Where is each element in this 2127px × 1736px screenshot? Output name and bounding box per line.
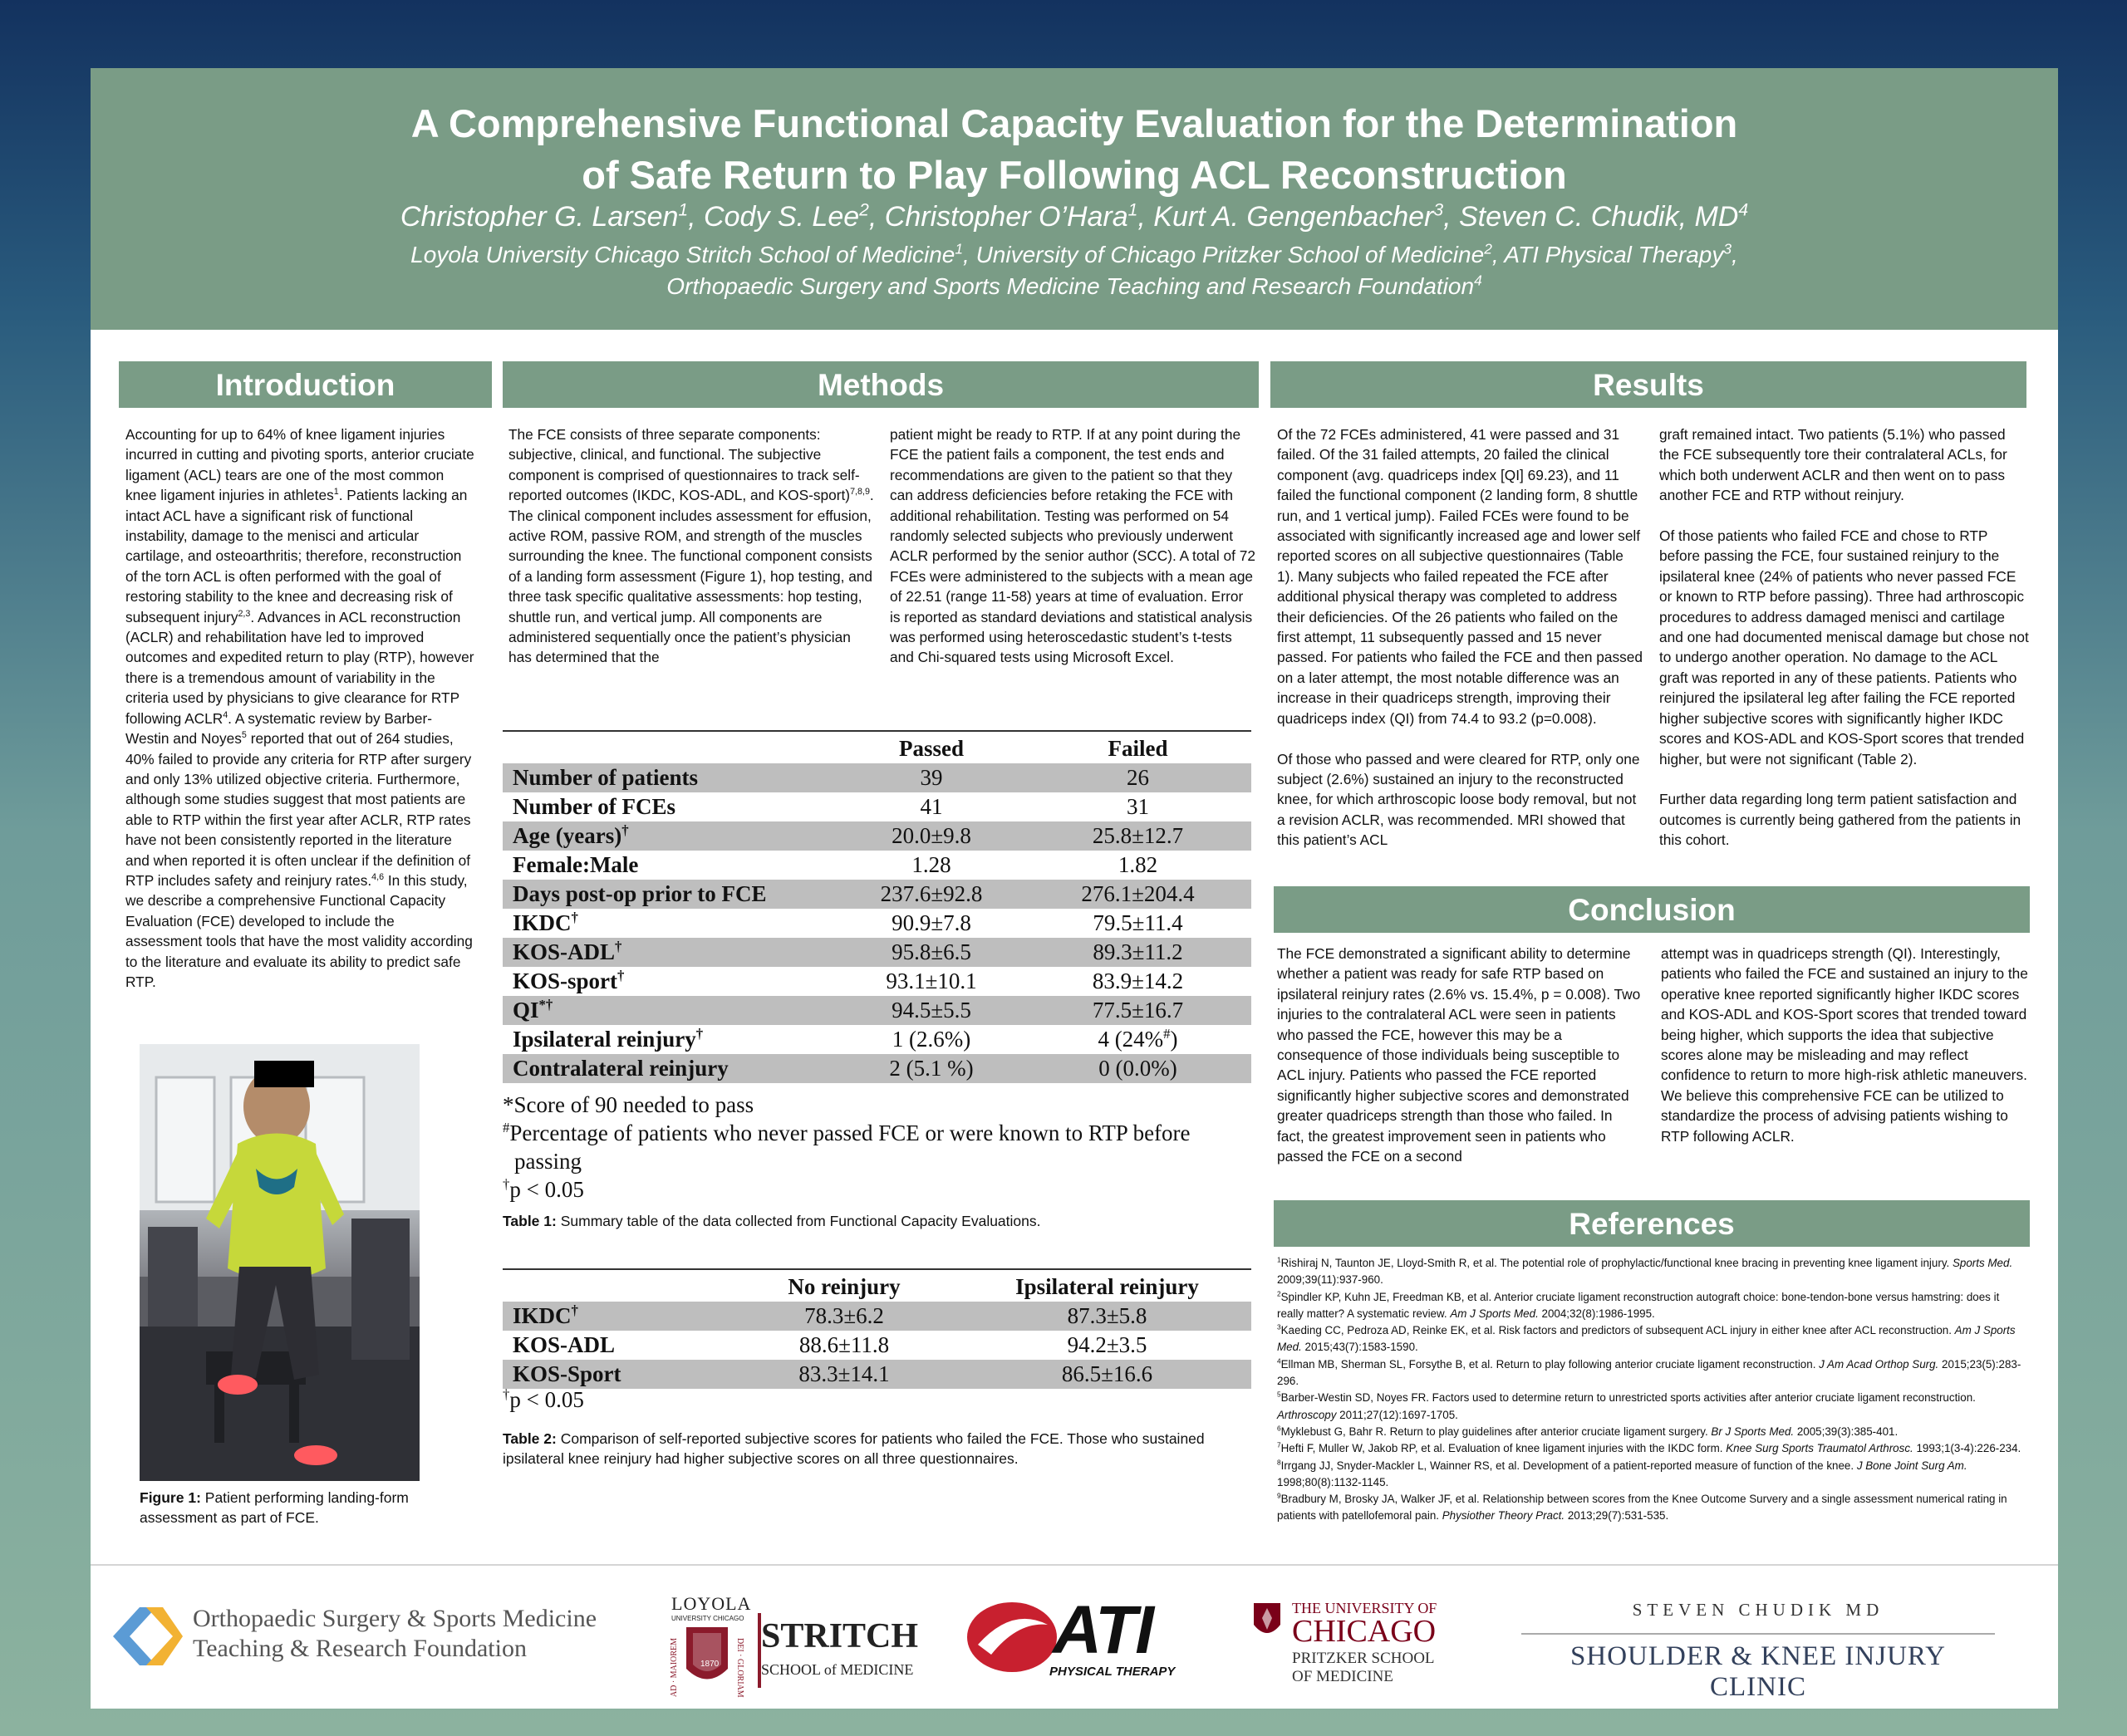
table-1-row <box>503 763 1251 792</box>
table-1-body <box>503 763 1251 1083</box>
table-1-cell-b: 276.1±204.4 <box>1081 881 1195 906</box>
author-list: Christopher G. Larsen$^1$, Cody S. Lee$^2$, Christopher O’Hara$^1$, Kurt A. Gengenbacher$^3$, Steven C. Chudik, $MD^4$ <box>400 200 1749 233</box>
table-1-row <box>503 1025 1251 1054</box>
table-1-cell-a: 95.8±6.5 <box>892 939 971 964</box>
ati-wordmark: ATI <box>1053 1592 1153 1668</box>
table-1-row <box>503 938 1251 967</box>
table-2-note-pvalue: †p < 0.05 <box>503 1386 584 1412</box>
table-2-cell-a: 88.6±11.8 <box>798 1332 890 1357</box>
table-1-caption-text: Summary table of the data collected from Functional Capacity Evaluations. <box>556 1213 1041 1229</box>
table-1-cell-b: 25.8±12.7 <box>1092 823 1184 848</box>
reference-item: $^1$Rishiraj N, Taunton JE, Lloyd-Smith R, et al. The potential role of prophylactic/functional knee bracing in preventing knee ligament injury. Sports Med. 2009;39(11):937-960. <box>1277 1255 2013 1287</box>
title-line-1: A Comprehensive Functional Capacity Evaluation for the Determination <box>410 101 1738 145</box>
table-2-caption-label: Table 2: <box>503 1430 557 1447</box>
table-1-row <box>503 851 1251 880</box>
poster-title <box>91 98 2058 201</box>
stritch-subtitle: SCHOOL of MEDICINE <box>761 1661 914 1678</box>
table-1-cell-b: 31 <box>1127 794 1149 819</box>
table-2-cell-a: 83.3±14.1 <box>798 1361 890 1386</box>
references-list <box>1277 1255 2025 1525</box>
table-1-row-label: Days post-op prior to FCE <box>513 881 767 906</box>
table-2-header-no-reinjury: No reinjury <box>788 1274 901 1299</box>
reference-item: $^6$Myklebust G, Bahr R. Return to play guidelines after anterior cruciate ligament surgery. Br J Sports Med. 2005;39(3):385-401. <box>1277 1424 1899 1438</box>
pritzker-line-1: PRITZKER SCHOOL <box>1292 1650 1435 1667</box>
ati-subtitle: PHYSICAL THERAPY <box>1049 1665 1176 1679</box>
methods-heading: Methods <box>503 361 1259 408</box>
table-1-cell-a: 94.5±5.5 <box>892 998 971 1022</box>
affiliation-line-1: Loyola University Chicago Stritch School of Medicine$^1$, University of Chicago Pritzker School of Medicine$^2$, ATI Physical Therapy$^3$, <box>410 240 1738 267</box>
reference-item: $^2$Spindler KP, Kuhn JE, Freedman KB, et al. Anterior cruciate ligament reconstruction autograft choice: bone-tendon-bone versus hamstring: does it really matter? A systematic review. Am J Sports Med. 2004;32(8):1986-1995. <box>1277 1289 2000 1320</box>
table-1-cell-b: 1.82 <box>1118 852 1158 877</box>
patient-landing-illustration <box>140 1044 420 1481</box>
poster-header <box>91 68 2058 330</box>
ati-logo <box>966 1592 1191 1691</box>
reference-item: $^7$Hefti F, Muller W, Jakob RP, et al. Evaluation of knee ligament injuries with the IKDC form. Knee Surg Sports Traumatol Arthrosc. 1993;1(3-4):226-234. <box>1277 1440 2021 1455</box>
ortho-foundation-line-1: Orthopaedic Surgery & Sports Medicine <box>193 1605 597 1632</box>
table-2-header <box>503 1268 1251 1302</box>
results-heading: Results <box>1270 361 2026 408</box>
ati-swoosh-icon <box>966 1600 1058 1675</box>
table-1-note-score: *Score of 90 needed to pass <box>503 1092 754 1117</box>
table-1-row <box>503 996 1251 1025</box>
loyola-seal-year: 1870 <box>700 1660 720 1669</box>
table-1-cell-b: 79.5±11.4 <box>1093 910 1183 935</box>
references-heading: References <box>1274 1200 2030 1247</box>
table-2-caption-text: Comparison of self-reported subjective scores for patients who failed the FCE. Those who sustained ipsilateral knee reinjury had higher subjective scores on all three questionnaires. <box>503 1430 1205 1467</box>
table-1-header-passed: Passed <box>898 736 964 761</box>
table-1-caption <box>503 1211 1259 1231</box>
table-2-row <box>503 1302 1251 1331</box>
table-1-cell-a: 93.1±10.1 <box>886 969 977 993</box>
table-1-cell-b: 0 (0.0%) <box>1098 1056 1177 1081</box>
uchicago-shield-icon <box>1252 1601 1282 1641</box>
introduction-text: Accounting for up to 64% of knee ligament injuries incurred in cutting and pivoting sports, anterior cruciate ligament (ACL) tears are one of the most common knee ligament injuries in athletes$^1$. Patients lacking an intact ACL have a significant risk of functional instability, damage to the menisci and articular cartilage, and osteoarthritis; therefore, reconstruction of the torn ACL is often performed with the goal of restoring stability to the knee and decreasing risk of subsequent injury$^{2,3}$. Advances in ACL reconstruction (ACLR) and rehabilitation have led to improved outcomes and expedited return to play (RTP), however there is a tremendous amount of variability in the criteria used by physicians to give clearance for RTP following ACLR$^4$. A systematic review by Barber-Westin and Noyes$^5$ reported that out of 264 studies, 40% failed to provide any criteria for RTP after surgery and only 13% utilized objective criteria. Furthermore, although some studies suggest that most patients are able to RTP within the first year after ACLR, RTP rates have not been consistently reported in the literature and when reported it is often unclear if the definition of RTP includes safety and reinjury rates.$^{4,6}$ In this study, we describe a comprehensive Functional Capacity Evaluation (FCE) developed to include the assessment tools that have the most validity according to the literature and evaluate its ability to predict safe RTP. <box>125 426 474 990</box>
table-2-row <box>503 1331 1251 1360</box>
table-1-row-label: KOS-sport† <box>513 968 625 993</box>
table-1-cell-b: 4 (24%#) <box>1098 1026 1178 1052</box>
table-1-row-label: KOS-ADL† <box>513 939 622 964</box>
loyola-wordmark: LOYOLA <box>671 1593 752 1614</box>
table-1-caption-label: Table 1: <box>503 1213 557 1229</box>
table-1-row-label: Contralateral reinjury <box>513 1056 729 1081</box>
table-1-cell-b: 77.5±16.7 <box>1092 998 1184 1022</box>
chudik-clinic-logo <box>1521 1600 1995 1702</box>
chudik-name: STEVEN CHUDIK MD <box>1632 1600 1884 1620</box>
table-1-cell-a: 39 <box>920 765 943 790</box>
table-1-header <box>503 730 1251 763</box>
table-1-note-pvalue: †p < 0.05 <box>503 1176 584 1202</box>
table-2-row-label: KOS-ADL <box>513 1332 616 1357</box>
table-1 <box>503 730 1251 1083</box>
table-1-cell-a: 1.28 <box>911 852 951 877</box>
table-1-cell-a: 20.0±9.8 <box>892 823 971 848</box>
table-2-row-label: KOS-Sport <box>513 1361 621 1386</box>
conclusion-heading: Conclusion <box>1274 886 2030 933</box>
table-1-row-label: Female:Male <box>513 852 639 877</box>
table-2-header-ipsilateral-reinjury: Ipsilateral reinjury <box>1015 1274 1199 1299</box>
table-1-cell-a: 2 (5.1 %) <box>889 1056 974 1081</box>
table-1-cell-b: 83.9±14.2 <box>1092 969 1184 993</box>
table-1-cell-b: 26 <box>1127 765 1149 790</box>
conclusion-text-col-1: The FCE demonstrated a significant ability to determine whether a patient was ready for safe RTP based on ipsilateral reinjury rates (2.6% vs. 15.4%, p = 0.008). Two injuries to the contralateral ACL were seen in patients who passed the FCE, however this may be a consequence of those individuals being susceptible to ACL injury. Patients who passed the FCE reported significantly higher subjective scores and demonstrated greater quadriceps strength than those who failed. In fact, the greatest improvement seen in patients who passed the FCE on a second <box>1277 945 1641 1165</box>
table-2-cell-a: 78.3±6.2 <box>804 1303 884 1328</box>
loyola-motto-left: AD · MAIOREM <box>670 1638 679 1698</box>
table-2-caption <box>503 1429 1250 1469</box>
chudik-rule <box>1521 1633 1995 1635</box>
pritzker-name <box>1292 1650 1435 1686</box>
chudik-clinic-name: SHOULDER & KNEE INJURY CLINIC <box>1570 1641 1946 1702</box>
table-1-row <box>503 967 1251 996</box>
uchicago-pritzker-logo <box>1252 1600 1468 1695</box>
footer-divider <box>91 1564 2058 1566</box>
reference-item: $^8$Irrgang JJ, Snyder-Mackler L, Wainner RS, et al. Development of a patient-reported measure of function of the knee. J Bone Joint Surg Am. 1998;80(8):1132-1145. <box>1277 1458 1967 1488</box>
ortho-foundation-line-2: Teaching & Research Foundation <box>193 1635 527 1662</box>
affiliation-line-2: Orthopaedic Surgery and Sports Medicine Teaching and Research Foundation$^4$ <box>666 272 1482 299</box>
methods-text-col-2: patient might be ready to RTP. If at any point during the FCE the patient fails a component, the test ends and recommendations are given to the patient so that they can address deficiencies before retaking the FCE with additional rehabilitation. Testing was performed on 54 randomly selected subjects who previously underwent ACLR performed by the senior author (SCC). A total of 72 FCEs were administered to the subjects with a mean age of 22.51 (range 11-58) years at time of evaluation. Error is reported as standard deviations and statistical analysis was performed using heteroscedastic student’s t-tests and Chi-squared tests using Microsoft Excel. <box>890 426 1255 666</box>
table-2-cell-b: 86.5±16.6 <box>1061 1361 1153 1386</box>
table-1-row <box>503 1054 1251 1083</box>
affiliations <box>91 239 2058 302</box>
table-1-header-failed: Failed <box>1108 736 1168 761</box>
ortho-foundation-name <box>193 1604 597 1664</box>
table-1-row-label: Number of FCEs <box>513 794 676 819</box>
introduction-heading: Introduction <box>119 361 492 408</box>
table-1-row-label: Age (years)† <box>513 822 629 848</box>
loyola-subtitle: UNIVERSITY CHICAGO <box>671 1615 744 1622</box>
table-1-cell-a: 237.6±92.8 <box>880 881 983 906</box>
figure-1-caption-text: Patient performing landing-form assessment as part of FCE. <box>140 1489 409 1526</box>
uchicago-line-2: CHICAGO <box>1292 1614 1437 1649</box>
figure-1-caption-label: Figure 1: <box>140 1489 201 1506</box>
loyola-stritch-logo <box>670 1593 919 1709</box>
figure-1-caption <box>140 1488 472 1528</box>
table-1-cell-a: 41 <box>920 794 943 819</box>
results-text-col-2: graft remained intact. Two patients (5.1%) who passed the FCE subsequently tore their contralateral ACLs, for which both underwent ACLR and then went on to pass another FCE and RTP without reinjury. Of those patients who failed FCE and chose to RTP before passing the FCE, four sustained reinjury to the ipsilateral knee (24% of patients who never passed FCE or known to RTP before passing). Three had arthroscopic procedures to address damaged menisci and cartilage and one had documented meniscal damage but chose not to undergo another operation. No damage to the ACL graft was reported in any of these patients. Patients who reinjured the ipsilateral leg after failing the FCE reported higher subjective scores with significantly higher IKDC scores and KOS-ADL and KOS-Sport scores that trended higher, but were not significant (Table 2). Further data regarding long term patient satisfaction and outcomes is currently being gathered from the patients in this cohort. <box>1659 426 2029 849</box>
table-1-row <box>503 821 1251 851</box>
title-line-2: of Safe Return to Play Following ACL Reconstruction <box>582 153 1567 197</box>
reference-item: $^3$Kaeding CC, Pedroza AD, Reinke EK, et al. Risk factors and predictors of subsequent ACL injury in either knee after ACL reconstruction. Am J Sports Med. 2015;43(7):1583-1590. <box>1277 1322 2016 1354</box>
table-2-cell-b: 94.2±3.5 <box>1067 1332 1147 1357</box>
reference-item: $^9$Bradbury M, Brosky JA, Walker JF, et al. Relationship between scores from the Knee Outcome Survery and a single assessment numerical rating in patients with patellofemoral pain. Physiother Theory Pract. 2013;29(7):531-535. <box>1277 1491 2007 1523</box>
loyola-motto-right: DEI · GLORIAM <box>735 1638 744 1698</box>
table-1-notes <box>503 1091 1259 1204</box>
uchicago-line-1: THE UNIVERSITY OF <box>1292 1600 1437 1616</box>
stritch-wordmark: STRITCH <box>761 1617 919 1655</box>
table-1-row <box>503 909 1251 938</box>
table-2 <box>503 1268 1251 1389</box>
figure-1-photo <box>140 1044 420 1481</box>
table-1-row-label: Number of patients <box>513 765 699 790</box>
table-1-header-blank <box>503 732 838 763</box>
reference-item: $^5$Barber-Westin SD, Noyes FR. Factors used to determine return to unrestricted sports activities after anterior cruciate ligament reconstruction. Arthroscopy 2011;27(12):1697-1705. <box>1277 1390 1976 1421</box>
table-1-row-label: Ipsilateral reinjury† <box>513 1026 704 1052</box>
table-1-row <box>503 880 1251 909</box>
table-1-cell-a: 1 (2.6%) <box>892 1027 971 1052</box>
table-2-row-label: IKDC† <box>513 1302 578 1328</box>
table-1-note-percentage-cont: passing <box>514 1149 582 1174</box>
methods-text-col-1: The FCE consists of three separate components: subjective, clinical, and functional. The subjective component is comprised of questionnaires to track self-reported outcomes (IKDC, KOS-ADL, and KOS-sport)$^{7,8,9}$. The clinical component includes assessment for effusion, active ROM, passive ROM, and strength of the muscles surrounding the knee. The functional component consists of a landing form assessment (Figure 1), hop testing, and three task specific qualitative assessments: hop testing, shuttle run, and vertical jump. All components are administered sequentially once the patient’s physician has determined that the <box>508 426 874 666</box>
table-1-note-percentage: #Percentage of patients who never passed FCE or were known to RTP before <box>503 1120 1191 1145</box>
table-2-header-blank <box>503 1270 725 1302</box>
ortho-foundation-logo <box>113 1604 628 1679</box>
results-text-col-1: Of the 72 FCEs administered, 41 were passed and 31 failed. Of the 31 failed attempts, 20 failed the clinical component (avg. quadriceps index [QI] 69.23), and 11 failed the functional component (2 landing form, 8 shuttle run, and 1 vertical jump). Failed FCEs were found to be associated with significantly increased age and lower self reported scores on all subjective questionnaires (Table 1). Many subjects who failed repeated the FCE after additional physical therapy was completed to address their deficiencies. Of the 26 patients who failed on the first attempt, 11 subsequently passed and 15 never passed. For patients who failed the FCE and then passed on a later attempt, the most notable difference was an increase in their quadriceps strength, improving their quadriceps index (QI) from 74.4 to 93.2 (p=0.008). Of those who passed and were cleared for RTP, only one subject (2.6%) sustained an injury to the reconstructed knee, for which arthroscopic loose body removal, but not a revision ACLR, was recommended. MRI showed that this patient’s ACL <box>1277 426 1643 849</box>
reference-item: $^4$Ellman MB, Sherman SL, Forsythe B, et al. Return to play following anterior cruciate ligament reconstruction. J Am Acad Orthop Surg. 2015;23(5):283-296. <box>1277 1356 2021 1388</box>
pritzker-line-2: OF MEDICINE <box>1292 1668 1393 1685</box>
table-1-row-label: QI*† <box>513 997 553 1022</box>
ortho-chevron-icon <box>113 1607 183 1665</box>
table-2-body <box>503 1302 1251 1389</box>
conclusion-text-col-2: attempt was in quadriceps strength (QI). Interestingly, patients who failed the FCE and sustained an injury to the operative knee reported significantly higher IKDC scores and KOS-ADL and KOS-Sport scores that trended toward being higher, which supports the idea that subjective scores alone may be misleading and may reflect confidence to return to more high-risk athletic maneuvers. We believe this comprehensive FCE can be utilized to standardize the process of advising patients wishing to RTP following ACLR. <box>1661 945 2028 1145</box>
table-1-row-label: IKDC† <box>513 910 578 935</box>
table-2-cell-b: 87.3±5.8 <box>1067 1303 1147 1328</box>
table-1-cell-a: 90.9±7.8 <box>892 910 971 935</box>
table-2-row <box>503 1360 1251 1389</box>
table-1-row <box>503 792 1251 821</box>
table-1-cell-b: 89.3±11.2 <box>1093 939 1183 964</box>
